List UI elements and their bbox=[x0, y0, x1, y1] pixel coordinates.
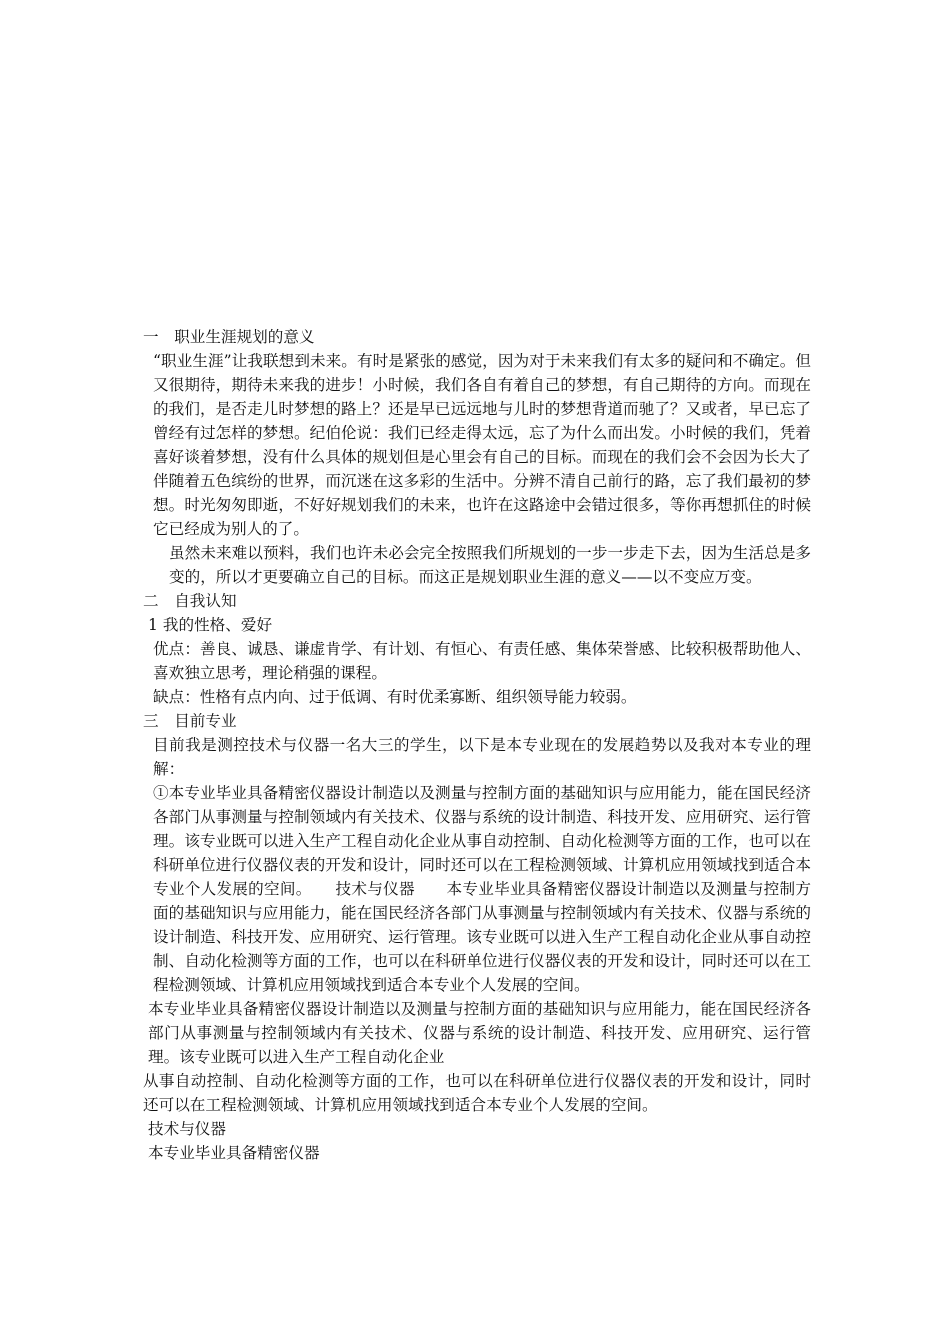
document-body bbox=[143, 325, 811, 1165]
paragraph-weaknesses: 缺点：性格有点内向、过于低调、有时优柔寡断、组织领导能力较弱。 bbox=[153, 688, 637, 706]
section-heading-career-meaning: 一 职业生涯规划的意义 bbox=[143, 328, 315, 346]
paragraph-major-description-continued: 从事自动控制、自动化检测等方面的工作，也可以在科研单位进行仪器仪表的开发和设计，同时还可以在工程检测领域、计算机应用领域找到适合本专业个人发展的空间。 bbox=[143, 1072, 811, 1114]
subheading-personality-hobbies: 1 我的性格、爱好 bbox=[148, 616, 273, 634]
paragraph-career-meaning: “职业生涯”让我联想到未来。有时是紧张的感觉，因为对于未来我们有太多的疑问和不确定。但又很期待，期待未来我的进步！小时候，我们各自有着自己的梦想，有自己期待的方向。而现在的我们，是否走儿时梦想的路上？还是早已远远地与儿时的梦想背道而驰了？又或者，早已忘了曾经有过怎样的梦想。纪伯伦说：我们已经走得太远，忘了为什么而出发。小时候的我们，凭着喜好谈着梦想，没有什么具体的规划但是心里会有自己的目标。而现在的我们会不会因为长大了伴随着五色缤纷的世界，而沉迷在这多彩的生活中。分辨不清自己前行的路，忘了我们最初的梦想。时光匆匆即逝，不好好规划我们的未来，也许在这路途中会错过很多，等你再想抓住的时候它已经成为别人的了。 bbox=[153, 352, 811, 538]
paragraph-major-intro: 目前我是测控技术与仪器一名大三的学生，以下是本专业现在的发展趋势以及我对本专业的理解： bbox=[153, 736, 811, 778]
section-heading-self-awareness: 二 自我认知 bbox=[143, 592, 237, 610]
paragraph-major-fragment: 本专业毕业具备精密仪器 bbox=[148, 1144, 320, 1162]
paragraph-tech-instruments: 技术与仪器 bbox=[148, 1120, 226, 1138]
paragraph-strengths: 优点：善良、诚恳、谦虚肯学、有计划、有恒心、有责任感、集体荣誉感、比较积极帮助他人、喜欢独立思考，理论稍强的课程。 bbox=[153, 640, 811, 682]
paragraph-career-meaning-conclusion: 虽然未来难以预料，我们也许未必会完全按照我们所规划的一步一步走下去，因为生活总是多变的，所以才更要确立自己的目标。而这正是规划职业生涯的意义——以不变应万变。 bbox=[169, 544, 811, 586]
paragraph-major-description-repeat: 本专业毕业具备精密仪器设计制造以及测量与控制方面的基础知识与应用能力，能在国民经济各部门从事测量与控制领域内有关技术、仪器与系统的设计制造、科技开发、应用研究、运行管理。该专业既可以进入生产工程自动化企业 bbox=[148, 1000, 811, 1066]
section-heading-current-major: 三 目前专业 bbox=[143, 712, 237, 730]
paragraph-major-description: ①本专业毕业具备精密仪器设计制造以及测量与控制方面的基础知识与应用能力，能在国民经济各部门从事测量与控制领域内有关技术、仪器与系统的设计制造、科技开发、应用研究、运行管理。该专业既可以进入生产工程自动化企业从事自动控制、自动化检测等方面的工作，也可以在科研单位进行仪器仪表的开发和设计，同时还可以在工程检测领域、计算机应用领域找到适合本专业个人发展的空间。 技术与仪器 本专业毕业具备精密仪器设计制造以及测量与控制方面的基础知识与应用能力，能在国民经济各部门从事测量与控制领域内有关技术、仪器与系统的设计制造、科技开发、应用研究、运行管理。该专业既可以进入生产工程自动化企业从事自动控制、自动化检测等方面的工作，也可以在科研单位进行仪器仪表的开发和设计，同时还可以在工程检测领域、计算机应用领域找到适合本专业个人发展的空间。 bbox=[153, 784, 811, 994]
